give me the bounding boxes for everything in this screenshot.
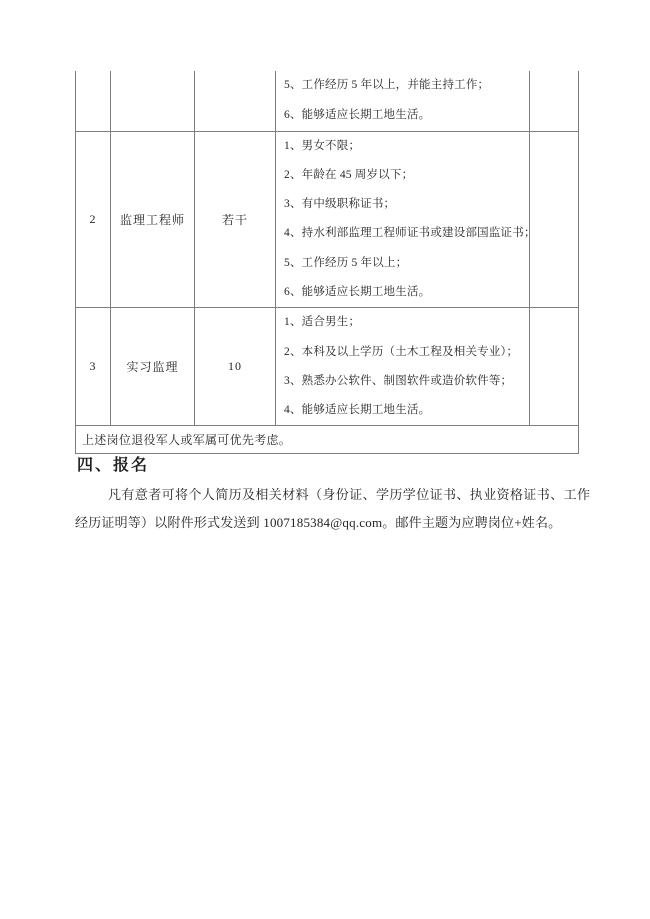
requirement-item: 1、适合男生； [284,316,361,329]
requirement-item: 2、年龄在 45 周岁以下； [284,168,414,181]
cell-position-empty [111,71,195,131]
requirement-item: 6、能够适应长期工地生活。 [284,285,431,298]
cell-position: 监理工程师 [111,131,195,308]
table-row-continuation [76,71,579,131]
cell-requirements [276,131,536,308]
application-instructions-line1: 凡有意者可将个人简历及相关材料（身份证、学历学位证书、执业资格证书、工作 [108,487,591,502]
table-row [76,131,579,308]
requirement-item: 4、持水利部监理工程师证书或建设部国监证书； [284,227,536,240]
table-footer-row [76,426,579,454]
application-instructions [75,481,591,537]
cell-note-empty [530,131,579,308]
table-row [76,308,579,426]
cell-position: 实习监理 [111,308,195,426]
application-instructions-line2: 经历证明等）以附件形式发送到 1007185384@qq.com。邮件主题为应聘岗位+姓名。 [75,515,562,530]
requirement-item: 5、工作经历 5 年以上； [284,256,408,269]
cell-requirements [276,308,530,426]
requirement-item: 4、能够适应长期工地生活。 [284,404,431,417]
cell-seq: 2 [76,131,111,308]
requirement-item: 3、有中级职称证书； [284,198,396,211]
requirement-item: 3、熟悉办公软件、制图软件或造价软件等； [284,374,513,387]
requirement-item: 5、工作经历 5 年以上，并能主持工作； [284,79,490,92]
cell-count-empty [195,71,276,131]
cell-count: 10 [195,308,276,426]
cell-seq-empty [76,71,111,131]
cell-seq: 3 [76,308,111,426]
requirement-item: 1、男女不限； [284,139,361,152]
veterans-priority-note: 上述岗位退役军人或军属可优先考虑。 [76,426,579,454]
job-positions-table [75,71,579,454]
cell-note-empty [530,308,579,426]
cell-count: 若干 [195,131,276,308]
cell-note-empty [530,71,579,131]
cell-requirements [276,71,530,131]
section-heading-apply: 四、报名 [77,457,150,474]
requirement-item: 2、本科及以上学历（土木工程及相关专业）； [284,345,519,358]
requirement-item: 6、能够适应长期工地生活。 [284,108,431,121]
